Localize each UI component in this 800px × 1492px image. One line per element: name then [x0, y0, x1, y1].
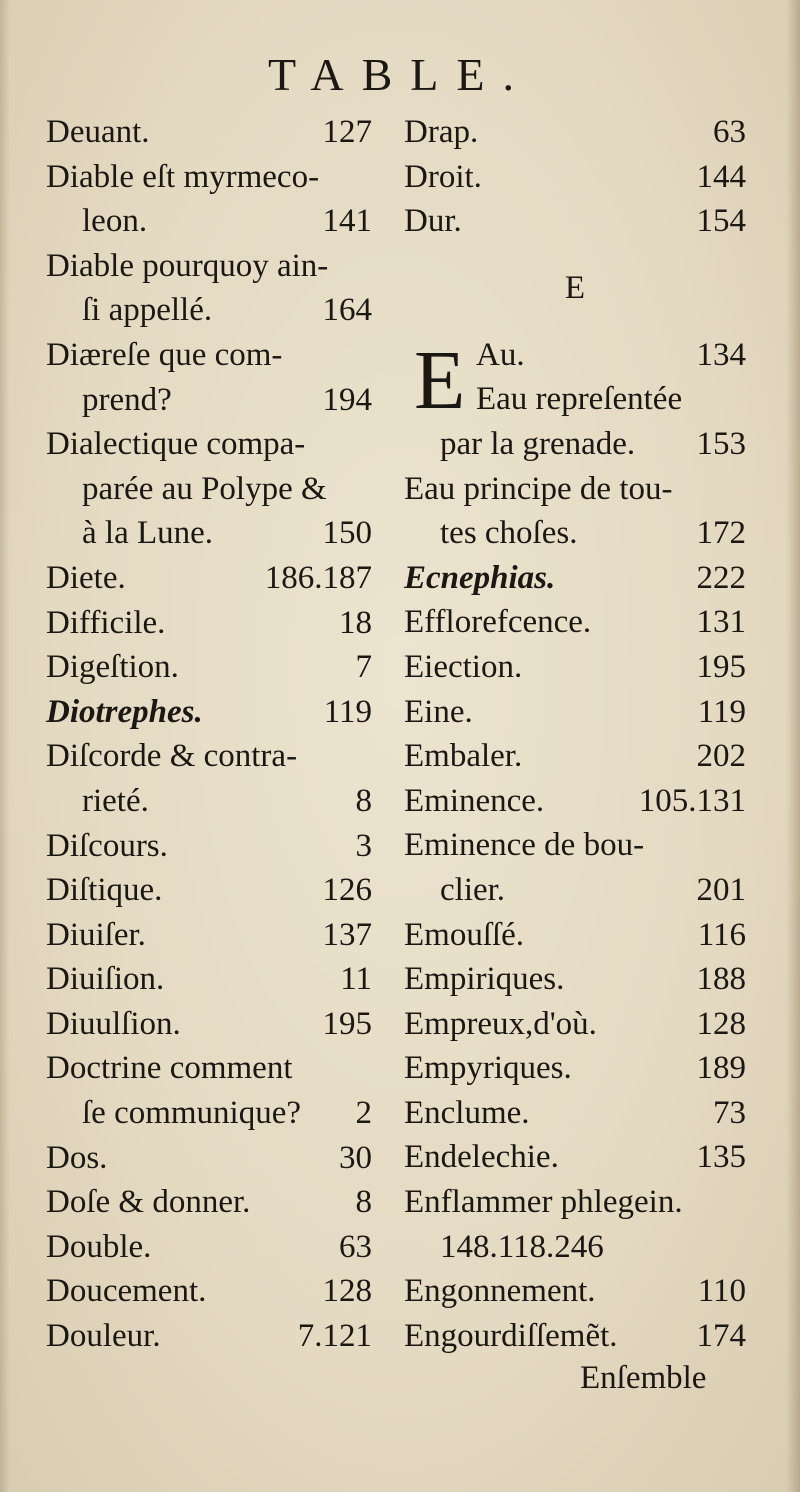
entry-page: 7.121 — [297, 1318, 372, 1355]
entry-page: 127 — [322, 114, 372, 150]
index-entry — [404, 690, 746, 735]
entry-page — [364, 333, 372, 378]
entry-page — [738, 1180, 746, 1225]
index-entry — [46, 1002, 372, 1047]
entry-page: 105.131 — [638, 782, 746, 819]
entry-text: Eminence. — [404, 782, 545, 819]
entry-page — [364, 155, 372, 200]
entry-page: 110 — [697, 1273, 746, 1310]
entry-page: 153 — [696, 425, 746, 462]
index-entry — [46, 556, 372, 601]
entry-text: Eiection. — [404, 648, 523, 685]
entry-page: 172 — [696, 515, 746, 552]
index-entry — [46, 378, 372, 423]
index-entry — [404, 1180, 746, 1225]
index-entry — [46, 913, 372, 958]
index-entry — [404, 1225, 746, 1270]
entry-page: 73 — [713, 1094, 746, 1131]
entry-text: Doucement. — [46, 1273, 207, 1310]
index-entry — [46, 110, 372, 155]
page-shadow-right — [786, 0, 800, 1492]
entry-text: Double. — [46, 1228, 152, 1265]
entry-page: 154 — [696, 203, 746, 240]
index-entry — [46, 1314, 372, 1359]
entry-page — [738, 377, 746, 422]
entry-page: 116 — [697, 916, 746, 953]
index-entry — [46, 824, 372, 869]
entry-text: Diuulſion. — [46, 1005, 181, 1042]
entry-page: 186.187 — [264, 559, 372, 596]
entry-text: Enclume. — [404, 1094, 530, 1131]
page-shadow-left — [0, 0, 10, 1492]
entry-text: Dialectique compa- — [46, 426, 306, 463]
index-entry — [404, 868, 746, 913]
right-column — [404, 110, 746, 1358]
index-entry — [404, 823, 746, 868]
index-entry — [46, 779, 372, 824]
entry-page — [364, 467, 372, 512]
entry-text: Diæreſe que com- — [46, 336, 283, 373]
right-column-e-entries — [404, 422, 746, 1358]
index-entry — [404, 734, 746, 779]
entry-text: Au. — [476, 336, 525, 373]
index-entry — [46, 155, 372, 200]
entry-text: Embaler. — [404, 738, 523, 775]
entry-page: 144 — [696, 158, 746, 195]
index-entry — [46, 244, 372, 289]
entry-page: 119 — [697, 693, 746, 730]
catchword: Enſemble — [580, 1360, 707, 1396]
entry-text: clier. — [440, 871, 506, 908]
entry-page: 141 — [322, 203, 372, 240]
entry-page: 194 — [322, 381, 372, 418]
entry-page: 30 — [339, 1139, 372, 1176]
index-entry — [404, 110, 746, 155]
index-entry — [404, 199, 746, 244]
entry-page: 222 — [696, 559, 746, 596]
entry-text: Droit. — [404, 158, 482, 195]
index-entry — [46, 1046, 372, 1091]
page-title: TABLE. — [267, 49, 532, 100]
entry-page: 8 — [355, 782, 372, 819]
entry-text: parée au Polype & — [82, 470, 327, 507]
entry-page: 135 — [696, 1139, 746, 1176]
index-entry — [46, 199, 372, 244]
entry-text: Difficile. — [46, 604, 166, 641]
entry-page: 8 — [355, 1184, 372, 1221]
entry-page — [738, 823, 746, 868]
entry-text: Emouſſé. — [404, 916, 525, 953]
entry-text: Douleur. — [46, 1318, 161, 1355]
entry-page — [364, 1046, 372, 1091]
index-entry — [404, 1002, 746, 1047]
entry-text: Diſtique. — [46, 872, 163, 909]
entry-text: Empreux,d'où. — [404, 1005, 597, 1042]
entry-text: Diuiſer. — [46, 916, 146, 953]
entry-page — [738, 1225, 746, 1270]
entry-text: Eminence de bou- — [404, 827, 645, 864]
index-entry — [46, 1091, 372, 1136]
entry-text: Diſcours. — [46, 827, 168, 864]
entry-text: à la Lune. — [82, 515, 214, 552]
entry-page — [364, 734, 372, 779]
index-entry — [46, 1269, 372, 1314]
index-entry — [404, 1135, 746, 1180]
index-entry — [46, 734, 372, 779]
entry-text: Engourdiſſemẽt. — [404, 1317, 618, 1354]
entry-page: 134 — [696, 336, 746, 373]
index-entry — [46, 868, 372, 913]
entry-page: 128 — [322, 1273, 372, 1310]
index-entry — [46, 1180, 372, 1225]
entry-page: 195 — [322, 1005, 372, 1042]
index-entry — [46, 333, 372, 378]
entry-text: Diete. — [46, 559, 126, 596]
index-entry — [404, 1046, 746, 1091]
entry-text: 148.118.246 — [440, 1228, 604, 1265]
dropcap-entry — [404, 333, 746, 427]
index-entry — [46, 957, 372, 1002]
entry-text: Dos. — [46, 1139, 108, 1176]
index-entry — [404, 779, 746, 824]
entry-page: 2 — [355, 1095, 372, 1132]
entry-page: 174 — [696, 1317, 746, 1354]
entry-page: 137 — [322, 916, 372, 953]
entry-text: Eine. — [404, 693, 473, 730]
entry-text: Engonnement. — [404, 1273, 596, 1310]
entry-text: Diotrephes. — [46, 693, 203, 730]
index-entry — [404, 600, 746, 645]
entry-page: 188 — [696, 961, 746, 998]
section-letter: E — [564, 269, 586, 306]
entry-text: Digeſtion. — [46, 649, 179, 686]
entry-page: 7 — [355, 649, 372, 686]
entry-page: 164 — [322, 292, 372, 329]
entry-text: tes choſes. — [440, 515, 578, 552]
entry-text: Efflorefcence. — [404, 604, 592, 641]
entry-text: Diſcorde & contra- — [46, 738, 298, 775]
entry-page — [364, 244, 372, 289]
entry-text: Diable eſt myrmeco- — [46, 158, 320, 195]
entry-page: 202 — [696, 738, 746, 775]
index-entry — [404, 155, 746, 200]
entry-page: 201 — [696, 871, 746, 908]
index-entry — [46, 690, 372, 735]
entry-page: 189 — [696, 1050, 746, 1087]
index-entry — [404, 1091, 746, 1136]
right-column-d-entries — [404, 110, 746, 244]
entry-text: Diuiſion. — [46, 961, 165, 998]
entry-text: prend? — [82, 381, 172, 418]
index-entry — [404, 511, 746, 556]
entry-text: Deuant. — [46, 114, 150, 150]
entry-page: 11 — [340, 961, 372, 998]
entry-text: Enflammer phlegein. — [404, 1184, 683, 1221]
entry-page: 126 — [322, 872, 372, 909]
entry-page — [364, 422, 372, 467]
entry-text: Dur. — [404, 203, 462, 240]
index-entry — [404, 957, 746, 1002]
index-entry — [404, 422, 746, 467]
entry-text: Eau repreſentée — [476, 381, 683, 418]
entry-text: Drap. — [404, 114, 479, 150]
entry-text: Diable pourquoy ain- — [46, 247, 329, 284]
entry-page: 131 — [696, 604, 746, 641]
entry-text: ſi appellé. — [82, 292, 213, 329]
entry-page: 63 — [713, 114, 746, 150]
entry-text: Eau principe de tou- — [404, 470, 673, 507]
entry-page: 18 — [339, 604, 372, 641]
index-entry — [46, 422, 372, 467]
index-entry — [404, 645, 746, 690]
entry-text: Ecnephias. — [404, 559, 556, 596]
entry-page: 119 — [323, 693, 372, 730]
index-entry — [46, 288, 372, 333]
index-entry — [46, 1136, 372, 1181]
entry-text: Doſe & donner. — [46, 1184, 251, 1221]
index-entry — [46, 645, 372, 690]
index-entry — [46, 601, 372, 646]
left-column — [46, 110, 372, 1359]
entry-page: 63 — [339, 1228, 372, 1265]
index-entry — [404, 1269, 746, 1314]
index-entry — [46, 511, 372, 556]
entry-page: 150 — [322, 515, 372, 552]
entry-page — [738, 467, 746, 512]
index-entry — [404, 1314, 746, 1359]
entry-text: par la grenade. — [440, 425, 636, 462]
index-entry — [404, 556, 746, 601]
index-entry — [46, 1225, 372, 1270]
entry-page: 3 — [355, 827, 372, 864]
entry-text: rieté. — [82, 782, 149, 819]
entry-page: 195 — [696, 648, 746, 685]
index-entry — [46, 467, 372, 512]
entry-text: Empyriques. — [404, 1050, 572, 1087]
entry-text: Empiriques. — [404, 961, 565, 998]
entry-text: leon. — [82, 203, 148, 240]
entry-text: Doctrine comment — [46, 1050, 293, 1087]
index-entry — [404, 913, 746, 958]
entry-text: ſe communique? — [82, 1095, 302, 1132]
entry-page: 128 — [696, 1005, 746, 1042]
dropcap-letter: E — [414, 333, 466, 427]
entry-text: Endelechie. — [404, 1139, 559, 1176]
index-entry — [404, 467, 746, 512]
